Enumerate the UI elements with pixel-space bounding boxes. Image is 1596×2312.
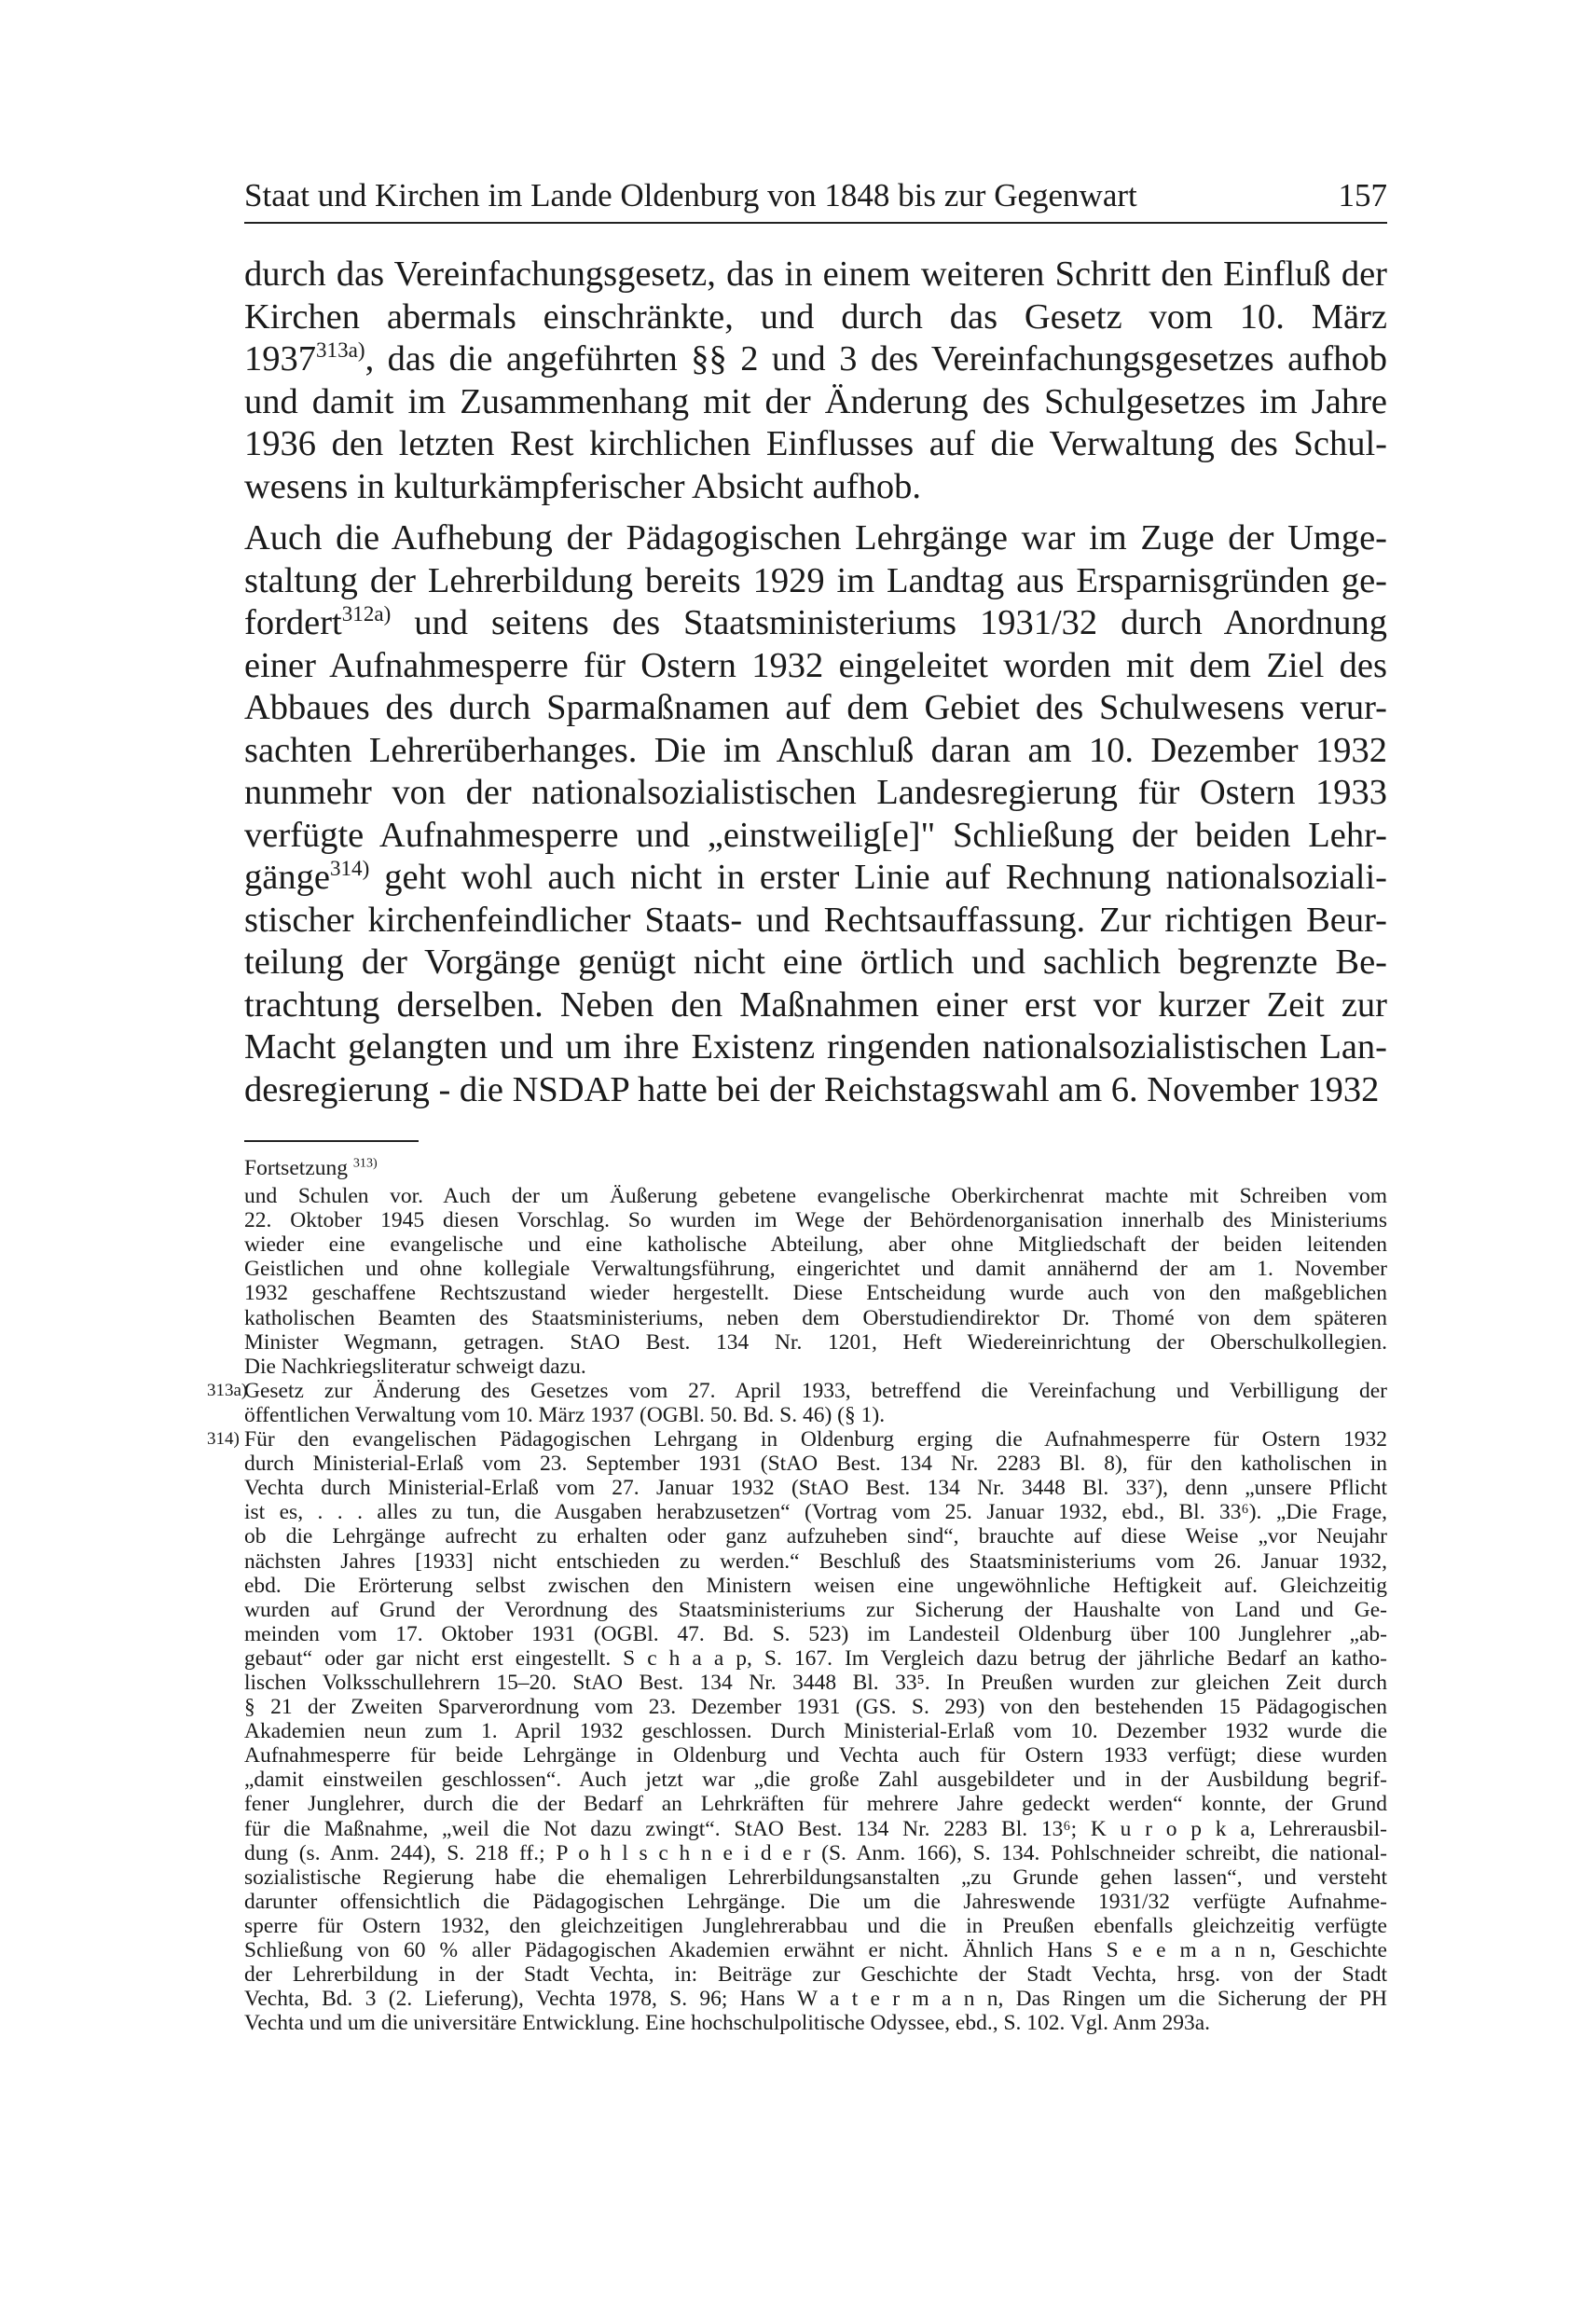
paragraph (244, 517, 1387, 1111)
footnote-line: der Lehrerbildung in der Stadt Vechta, in: Beiträge zur Geschichte der Stadt Vechta, hrsg. von der Stadt (244, 1962, 1387, 1988)
text-line: Kirchen abermals einschränkte, und durch das Gesetz vom 10. März (244, 296, 1387, 337)
text-line: verfügte Aufnahmesperre und „einstweilig[e]" Schließung der beiden Lehr- (244, 815, 1387, 855)
paragraph-gap (244, 508, 1387, 517)
footnote-line: für die Maßnahme, „weil die Not dazu zwingt“. StAO Best. 134 Nr. 2283 Bl. 13⁶; K u r o p k a, Lehrerausbil- (244, 1816, 1387, 1841)
text-line: trachtung derselben. Neben den Maßnahmen einer erst vor kurzer Zeit zur (244, 984, 1387, 1025)
footnote-line: Vechta und um die universitäre Entwicklung. Eine hochschulpolitische Odyssee, ebd., S. 102. Vgl. Anm 293a. (244, 2011, 1210, 2036)
footnote-line: Die Nachkriegsliteratur schweigt dazu. (244, 1354, 586, 1379)
text-line: stischer kirchenfeindlicher Staats- und Rechtsauffassung. Zur richtigen Beur- (244, 900, 1387, 940)
running-head-title: Staat und Kirchen im Lande Oldenburg von 1848 bis zur Gegenwart (244, 177, 1137, 213)
footnote-line: und Schulen vor. Auch der um Äußerung gebetene evangelische Oberkirchenrat machte mit Schreiben vom (244, 1184, 1387, 1209)
text-line: wesens in kulturkämpferischer Absicht aufhob. (244, 466, 921, 506)
footnote-ref: 314) (329, 856, 370, 881)
footnote-entry (244, 1184, 1387, 1379)
footnote-line: wurden auf Grund der Verordnung des Staatsministeriums zur Sicherung der Haushalte von Land und Ge- (244, 1597, 1387, 1622)
footnote-ref: 313a) (316, 337, 365, 363)
footnote-continuation-ref: 313) (352, 1155, 378, 1171)
footnote-line: sozialistische Regierung habe die ehemaligen Lehrerbildungsanstalten „zu Grunde gehen lassen“, und versteht (244, 1865, 1387, 1890)
footnote-continuation (244, 1156, 1387, 1180)
footnote-marker: 313a) (207, 1380, 248, 1400)
footnote-line: nächsten Jahres [1933] nicht entschieden zu werden.“ Beschluß des Staatsministeriums vom 26. Januar 1932, (244, 1548, 1387, 1574)
footnotes (207, 1155, 1387, 2036)
text-line: staltung der Lehrerbildung bereits 1929 im Landtag aus Ersparnisgründen ge- (244, 560, 1387, 600)
text-line: nunmehr von der nationalsozialistischen Landesregierung für Ostern 1933 (244, 773, 1387, 812)
footnote-line: darunter offensichtlich die Pädagogischen Lehrgänge. Die um die Jahreswende 1931/32 verfügte Aufnahme- (244, 1889, 1387, 1914)
footnote-line: Minister Wegmann, getragen. StAO Best. 134 Nr. 1201, Heft Wiedereinrichtung der Oberschulkollegien. (244, 1329, 1387, 1355)
text-line: Macht gelangten und um ihre Existenz ringenden nationalsozialistischen Lan- (244, 1027, 1387, 1067)
footnote-line: Aufnahmesperre für beide Lehrgänge in Oldenburg und Vechta auch für Ostern 1933 verfügt; diese wurden (244, 1743, 1387, 1768)
footnote-line: lischen Volksschullehrern 15–20. StAO Best. 134 Nr. 3448 Bl. 33⁵. In Preußen wurden zur gleichen Zeit durch (244, 1670, 1387, 1695)
text-line: 1936 den letzten Rest kirchlichen Einflusses auf die Verwaltung des Schul- (244, 424, 1387, 463)
main-text (244, 254, 1387, 1111)
page-number: 157 (1338, 177, 1387, 213)
footnote-continuation-label: Fortsetzung (244, 1156, 348, 1180)
text-line: desregierung - die NSDAP hatte bei der Reichstagswahl am 6. November 1932 (244, 1069, 1380, 1109)
footnote-line: Vechta, Bd. 3 (2. Lieferung), Vechta 1978, S. 96; Hans W a t e r m a n n, Das Ringen um die Sicherung der PH (244, 1987, 1387, 2012)
text-line: durch das Vereinfachungsgesetz, das in einem weiteren Schritt den Einfluß der (244, 255, 1387, 294)
header-rule (244, 222, 1387, 224)
footnote-separator (244, 1140, 419, 1142)
footnote-line: ob die Lehrgänge aufrecht zu erhalten oder ganz aufzuheben sind“, brauchte auf diese Weise „vor Neujahr (244, 1524, 1387, 1549)
text-line: sachten Lehrerüberhanges. Die im Anschluß daran am 10. Dezember 1932 (244, 730, 1387, 770)
text-line: und damit im Zusammenhang mit der Änderung des Schulgesetzes im Jahre (244, 381, 1387, 421)
footnote-line: öffentlichen Verwaltung vom 10. März 1937 (OGBl. 50. Bd. S. 46) (§ 1). (244, 1402, 886, 1427)
text-line: gänge$^{314)}$ geht wohl auch nicht in erster Linie auf Rechnung nationalsoziali- (244, 856, 1387, 897)
footnote-line: ebd. Die Erörterung selbst zwischen den Ministern weisen eine ungewöhnliche Heftigkeit auf. Gleichzeitig (244, 1573, 1387, 1598)
footnote-line: Vechta durch Ministerial-Erlaß vom 27. Januar 1932 (StAO Best. 134 Nr. 3448 Bl. 33⁷), denn „unsere Pflicht (244, 1476, 1387, 1501)
text-line: Abbaues des durch Sparmaßnamen auf dem Gebiet des Schulwesens verur- (244, 688, 1387, 727)
footnote-line: dung (s. Anm. 244), S. 218 ff.; P o h l s c h n e i d e r (S. Anm. 166), S. 134. Pohlschneider schreibt, die national- (244, 1840, 1387, 1865)
footnote-line: fener Junglehrer, durch die der Bedarf an Lehrkräften für mehrere Jahre gedeckt werden“ konnte, der Grund (244, 1792, 1387, 1817)
footnote-line: 1932 geschaffene Rechtszustand wieder hergestellt. Diese Entscheidung wurde auch von den maßgeblichen (244, 1281, 1387, 1306)
footnote-entry (207, 1427, 1387, 2036)
footnote-line: Schließung von 60 % aller Pädagogischen Akademien erwähnt er nicht. Ähnlich Hans S e e m a n n, Geschichte (244, 1938, 1387, 1962)
footnote-line: § 21 der Zweiten Sparverordnung vom 23. Dezember 1931 (GS. S. 293) von den bestehenden 15 Pädagogischen (244, 1695, 1387, 1720)
running-head (244, 172, 1387, 219)
footnote-line: ist es, . . . alles zu tun, die Ausgaben herabzusetzen“ (Vortrag vom 25. Januar 1932, ebd., Bl. 33⁶). „Die Frage, (244, 1500, 1387, 1525)
footnote-marker: 314) (207, 1429, 240, 1450)
text-line: 1937$^{313a)}$, das die angeführten §§ 2 und 3 des Vereinfachungsgesetzes aufhob (244, 337, 1387, 378)
footnote-line: Geistlichen und ohne kollegiale Verwaltungsführung, eingerichtet und damit annähernd der am 1. November (244, 1257, 1387, 1282)
text-line: einer Aufnahmesperre für Ostern 1932 eingeleitet worden mit dem Ziel des (244, 645, 1387, 685)
text-line: fordert$^{312a)}$ und seitens des Staatsministeriums 1931/32 durch Anordnung (244, 601, 1387, 642)
text-line: Auch die Aufhebung der Pädagogischen Lehrgänge war im Zuge der Umge- (244, 518, 1387, 557)
text-line: teilung der Vorgänge genügt nicht eine örtlich und sachlich begrenzte Be- (244, 943, 1387, 982)
paragraph (244, 254, 1387, 508)
footnote-line: „damit einstweilen geschlossen“. Auch jetzt war „die große Zahl ausgebildeter und in der Ausbildung begrif- (244, 1768, 1387, 1793)
footnote-line: 22. Oktober 1945 diesen Vorschlag. So wurden im Wege der Behördenorganisation innerhalb des Ministeriums (244, 1208, 1387, 1233)
footnote-line: Akademien neun zum 1. April 1932 geschlossen. Durch Ministerial-Erlaß vom 10. Dezember 1932 wurde die (244, 1719, 1387, 1744)
footnote-line: wieder eine evangelische und eine katholische Abteilung, aber ohne Mitgliedschaft der beiden leitenden (244, 1232, 1387, 1258)
footnote-line: sperre für Ostern 1932, den gleichzeitigen Junglehrerabbau und die in Preußen ebenfalls gleichzeitig verfügte (244, 1913, 1387, 1938)
footnote-line: durch Ministerial-Erlaß vom 23. September 1931 (StAO Best. 134 Nr. 2283 Bl. 8), für den katholischen in (244, 1452, 1387, 1477)
footnote-line: Für den evangelischen Pädagogischen Lehrgang in Oldenburg erging die Aufnahmesperre für Ostern 1932 (244, 1427, 1387, 1452)
footnote-line: Gesetz zur Änderung des Gesetzes vom 27. April 1933, betreffend die Vereinfachung und Verbilligung der (244, 1378, 1387, 1403)
footnote-list (207, 1184, 1387, 2036)
footnote-line: meinden vom 17. Oktober 1931 (OGBl. 47. Bd. S. 523) im Landesteil Oldenburg über 100 Junglehrer „ab- (244, 1621, 1387, 1646)
footnote-line: katholischen Beamten des Staatsministeriums, neben dem Oberstudiendirektor Dr. Thomé von dem späteren (244, 1305, 1387, 1330)
footnote-entry (207, 1378, 1387, 1427)
footnote-line: gebaut“ oder gar nicht erst eingestellt. S c h a a p, S. 167. Im Vergleich dazu betrug der jährliche Bedarf an katho- (244, 1645, 1387, 1671)
footnote-ref: 312a) (341, 601, 392, 626)
